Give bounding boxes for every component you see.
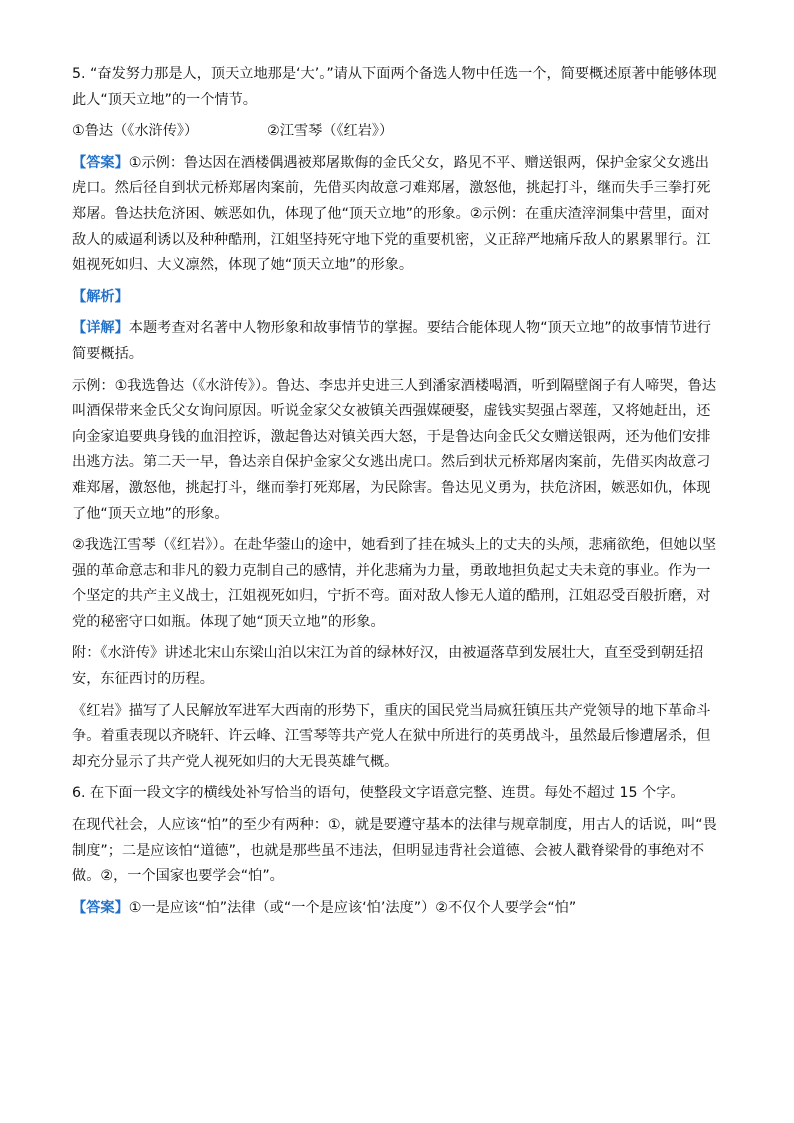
question-5-options [72, 119, 722, 145]
appendix-1: 附：《水浒传》讲述北宋山东梁山泊以宋江为首的绿林好汉，由被逼落草到发展壮大，直至受到朝廷招安，东征西讨的历程。 [72, 645, 704, 688]
detail-text: 本题考查对名著中人物形象和故事情节的掌握。要结合能体现人物“顶天立地”的故事情节进行简要概括。 [72, 320, 711, 362]
option-1: ①鲁达（《水浒传》） [72, 123, 199, 140]
question-5-answer [72, 151, 722, 279]
document-page [72, 62, 722, 927]
analysis-tag: 【解析】 [72, 288, 129, 305]
answer-tag: 【答案】 [72, 154, 129, 171]
question-6-answer [72, 896, 722, 922]
option-2: ②江雪琴（《红岩》） [267, 123, 394, 140]
answer-text: ①示例：鲁达因在酒楼偶遇被郑屠欺侮的金氏父女，路见不平、赠送银两，保护金家父女逃出虎口。然后径自到状元桥郑屠肉案前，先借买肉故意刁难郑屠，激怒他，挑起打斗，继而失手三拳打死郑屠。鲁达扶危济困、嫉恶如仇，体现了他“顶天立地”的形象。②示例：在重庆渣滓洞集中营里，面对敌人的威逼利诱以及种种酷刑，江姐坚持死守地下党的重要机密，义正辞严地痛斥敌人的累累罪行。江姐视死如归、大义凛然，体现了她“顶天立地”的形象。 [72, 154, 711, 274]
answer-text-6: ①一是应该“怕”法律（或“一个是应该‘怕’法度”）②不仅个人要学会“怕” [128, 899, 577, 916]
question-6-stem: 6. 在下面一段文字的横线处补写恰当的语句，使整段文字语意完整、连贯。每处不超过 15 个字。 [72, 785, 685, 802]
detail-tag: 【详解】 [72, 320, 129, 337]
appendix-2: 《红岩》描写了人民解放军进军大西南的形势下，重庆的国民党当局疯狂镇压共产党领导的地下革命斗争。着重表现以齐晓轩、许云峰、江雪琴等共产党人在狱中所进行的英勇战斗，虽然最后惨遭屠杀，但却充分显示了共产党人视死如归的大无畏英雄气概。 [72, 702, 711, 770]
question-6-passage: 在现代社会，人应该“怕”的至少有两种：①，就是要遵守基本的法律与规章制度，用古人的话说，叫“畏制度”；二是应该怕“道德”，也就是那些虽不违法，但明显违背社会道德、会被人戳脊梁骨的事绝对不做。②，一个国家也要学会“怕”。 [72, 817, 717, 885]
answer-tag-6: 【答案】 [72, 899, 129, 916]
example-2: ②我选江雪琴（《红岩》）。在赴华蓥山的途中，她看到了挂在城头上的丈夫的头颅，悲痛欲绝，但她以坚强的革命意志和非凡的毅力克制自己的感情，并化悲痛为力量，勇敢地担负起丈夫未竟的事业。作为一个坚定的共产主义战士，江姐视死如归，宁折不弯。面对敌人惨无人道的酷刑，江姐忍受百般折磨，对党的秘密守口如瓶。体现了她“顶天立地”的形象。 [72, 537, 717, 630]
question-5-detail [72, 316, 722, 367]
example-1: 示例：①我选鲁达（《水浒传》）。鲁达、李忠并史进三人到潘家酒楼喝酒，听到隔壁阁子有人啼哭，鲁达叫酒保带来金氏父女询问原因。听说金家父女被镇关西强媒硬娶，虚钱实契强占翠莲，又将她赶出，还向金家追要典身钱的血泪控诉，激起鲁达对镇关西大怒，于是鲁达向金氏父女赠送银两，还为他们安排出逃方法。第二天一早，鲁达亲自保护金家父女逃出虎口。然后到状元桥郑屠肉案前，先借买肉故意刁难郑屠，激怒他，挑起打斗，继而拳打死郑屠，为民除害。鲁达见义勇为，扶危济困，嫉恶如仇，体现了他“顶天立地”的形象。 [72, 377, 717, 522]
question-5-stem: 5. “奋发努力那是人，顶天立地那是‘大’。”请从下面两个备选人物中任选一个，简要概述原著中能够体现此人“顶天立地”的一个情节。 [72, 66, 717, 108]
